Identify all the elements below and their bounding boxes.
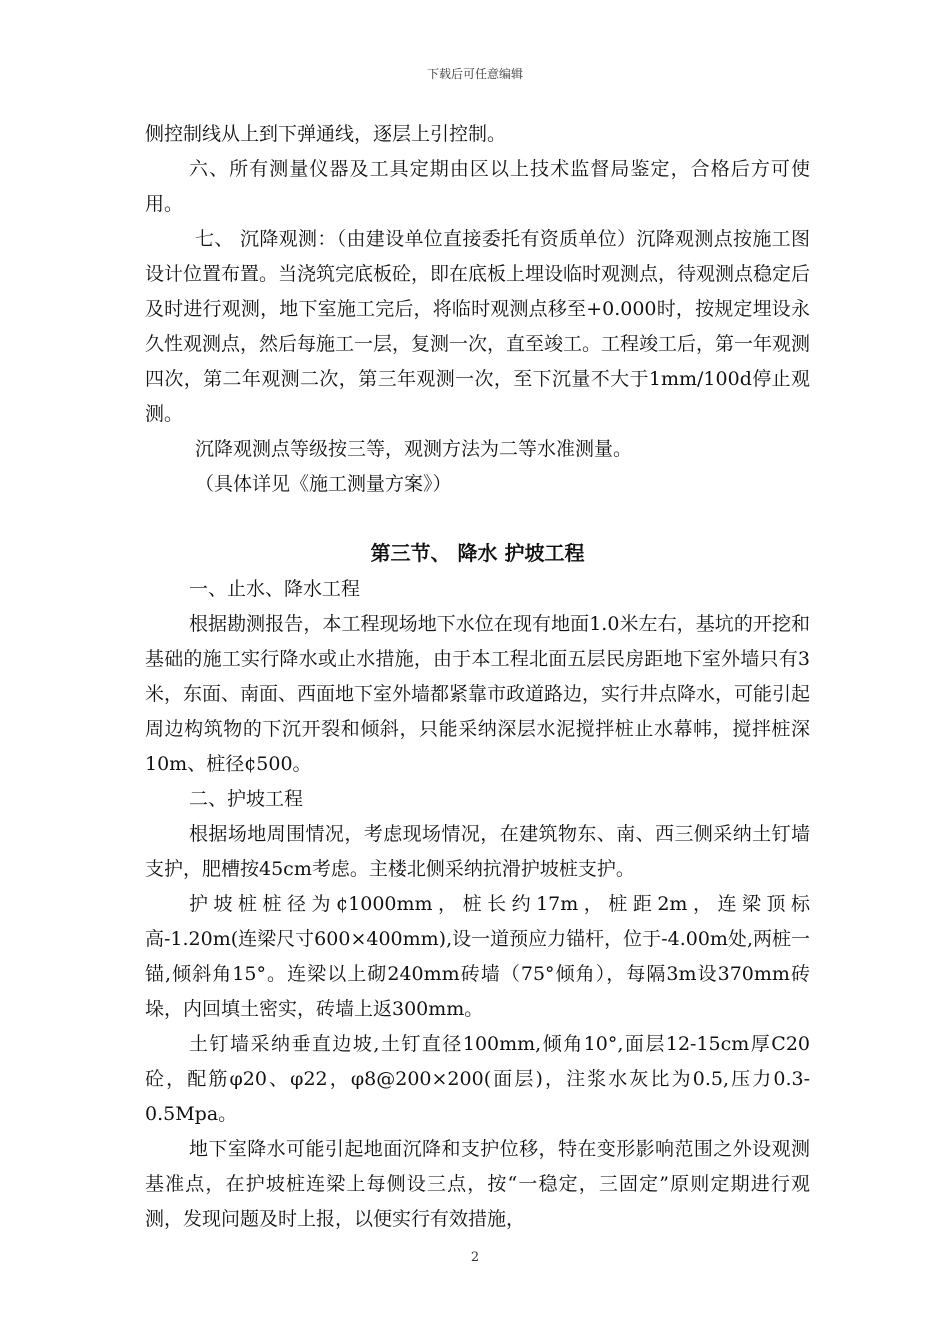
paragraph-protection-piles: 护坡桩桩径为¢1000mm，桩长约17m，桩距2m，连梁顶标高-1.20m(连梁尺寸600×400mm),设一道预应力锚杆，位于-4.00m处,两桩一锚,倾斜角15°。连梁以上砌240mm砖墙（75°倾角），每隔3m设370mm砖垛，内回填土密实，砖墙上返300mm。 [145, 893, 810, 1020]
subsection-dewatering-title: 一、止水、降水工程 [189, 578, 361, 600]
section-heading: 第三节、 降水 护坡工程 [370, 541, 585, 565]
page-header: 下载后可任意编辑 [426, 67, 523, 81]
paragraph-slope-protection: 根据场地周围情况，考虑现场情况，在建筑物东、南、西三侧采纳土钉墙支护，肥槽按45cm考虑。主楼北侧采纳抗滑护坡桩支护。 [145, 823, 810, 880]
paragraph-see-survey-plan: （具体详见《施工测量方案》） [195, 473, 452, 495]
paragraph-observation-grade: 沉降观测点等级按三等，观测方法为二等水准测量。 [195, 438, 633, 460]
page-number: 2 [470, 1250, 480, 1265]
paragraph-deformation-monitoring: 地下室降水可能引起地面沉降和支护位移，特在变形影响范围之外设观测基准点，在护坡桩连梁上每侧设三点，按“一稳定，三固定”原则定期进行观测，发现问题及时上报，以便实行有效措施， [145, 1138, 810, 1230]
document-body [145, 117, 810, 1237]
spacer [145, 502, 810, 534]
paragraph-settlement-observation: 七、 沉降观测：（由建设单位直接委托有资质单位）沉降观测点按施工图设计位置布置。当浇筑完底板砼，即在底板上埋设临时观测点，待观测点稳定后及时进行观测，地下室施工完后，将临时观测点移至+0.000时，按规定埋设永久性观测点，然后每施工一层，复测一次，直至竣工。工程竣工后，第一年观测四次，第二年观测二次，第三年观测一次，至下沉量不大于1mm/100d停止观测。 [145, 228, 811, 425]
paragraph-control-lines: 侧控制线从上到下弹通线，逐层上引控制。 [145, 123, 507, 145]
paragraph-soil-nail-wall: 土钉墙采纳垂直边坡,土钉直径100mm,倾角10°,面层12-15cm厚C20砼，配筋φ20、φ22，φ8@200×200(面层)，注浆水灰比为0.5,压力0.3-0.5Mpa。 [145, 1033, 810, 1125]
paragraph-instrument-calibration: 六、所有测量仪器及工具定期由区以上技术监督局鉴定，合格后方可使用。 [145, 158, 810, 215]
subsection-slope-protection-title: 二、护坡工程 [189, 788, 304, 810]
paragraph-dewatering: 根据勘测报告，本工程现场地下水位在现有地面1.0米左右，基坑的开挖和基础的施工实行降水或止水措施，由于本工程北面五层民房距地下室外墙只有3米，东面、南面、西面地下室外墙都紧靠市政道路边，实行井点降水，可能引起周边构筑物的下沉开裂和倾斜，只能采纳深层水泥搅拌桩止水幕帏，搅拌桩深10m、桩径¢500。 [145, 613, 811, 775]
